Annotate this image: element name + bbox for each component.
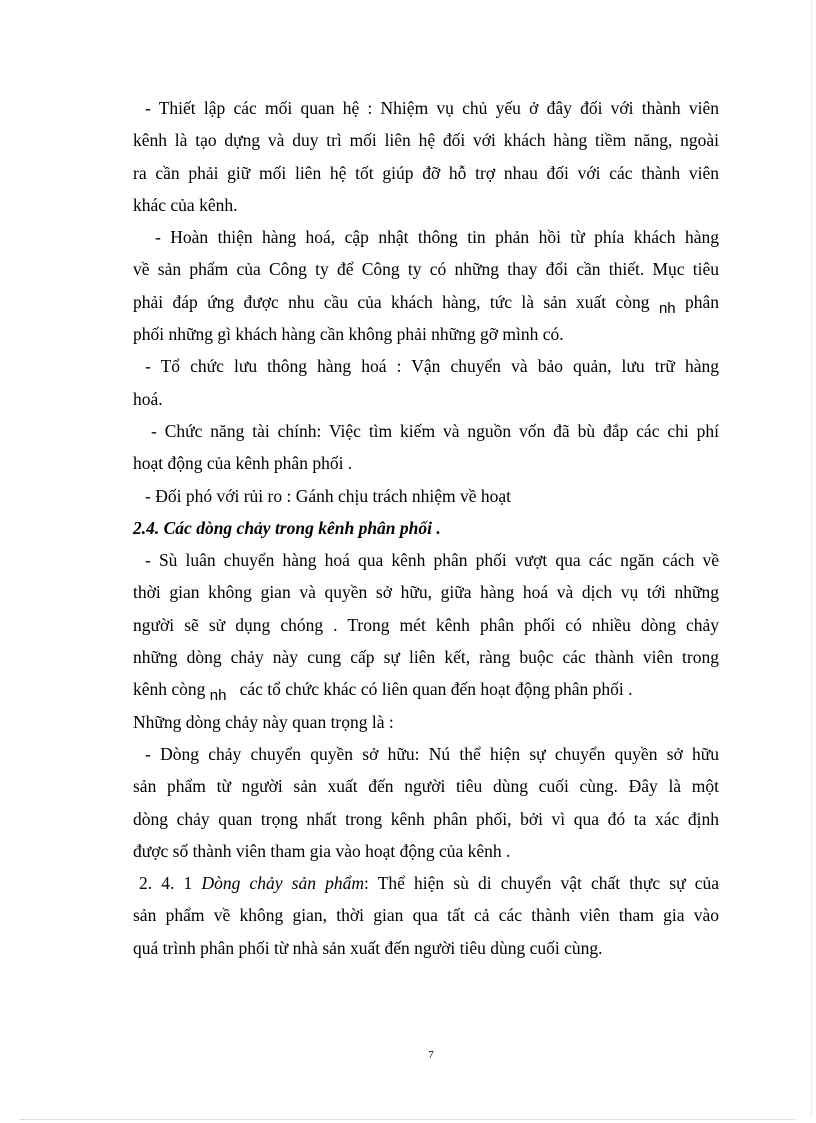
paragraph-line: hoá. <box>133 388 163 409</box>
paragraph-line: - Chức năng tài chính: Việc tìm kiếm và nguồn vốn đã bù đắp các chi phí <box>151 420 719 441</box>
paragraph-line: Những dòng chảy này quan trọng là : <box>133 711 394 732</box>
paragraph-line: những dòng chảy này cung cấp sự liên kết, ràng buộc các thành viên trong <box>133 647 719 668</box>
paragraph-line: hoạt động của kênh phân phối . <box>133 453 353 474</box>
paragraph-line <box>133 673 719 705</box>
superscript-fragment: nh <box>658 299 676 317</box>
text-segment: phân <box>685 291 720 312</box>
paragraph-line: phối những gì khách hàng cần không phải những gỡ mình có. <box>133 324 564 345</box>
text-segment: phải đáp ứng được nhu cầu của khách hàng, tức là sản xuất còng <box>133 291 650 312</box>
paragraph-line: thời gian không gian và quyền sở hữu, giữa hàng hoá và dịch vụ tới những <box>133 582 719 603</box>
italic-term: Dòng chảy sản phẩm <box>201 873 365 894</box>
paragraph-line: ra cần phải giữ mối liên hệ tốt giúp đỡ hỗ trợ nhau đối với các thành viên <box>133 162 719 183</box>
document-body <box>133 92 719 964</box>
paragraph-line <box>133 867 719 899</box>
paragraph-line: khác của kênh. <box>133 194 238 215</box>
page-number: 7 <box>428 1049 434 1061</box>
paragraph-line: - Dòng chảy chuyển quyền sở hữu: Nú thể hiện sự chuyển quyền sở hữu <box>145 743 719 764</box>
paragraph-line: - Sù luân chuyển hàng hoá qua kênh phân phối vượt qua các ngăn cách về <box>145 550 719 571</box>
paragraph-line: về sản phẩm của Công ty để Công ty có những thay đổi cần thiết. Mục tiêu <box>133 259 719 280</box>
page-border-right <box>811 0 812 1117</box>
text-segment: các tổ chức khác có liên quan đến hoạt động phân phối . <box>239 679 633 700</box>
superscript-fragment: nh <box>209 687 227 705</box>
paragraph-line: dòng chảy quan trọng nhất trong kênh phân phối, bởi vì qua đó ta xác định <box>133 808 719 829</box>
paragraph-line: sản phẩm về không gian, thời gian qua tất cả các thành viên tham gia vào <box>133 905 719 926</box>
paragraph-line: quá trình phân phối từ nhà sản xuất đến người tiêu dùng cuối cùng. <box>133 937 603 958</box>
section-heading: 2.4. Các dòng chảy trong kênh phân phối . <box>133 517 441 538</box>
paragraph-line: người sẽ sử dụng chóng . Trong mét kênh phân phối có nhiều dòng chảy <box>133 614 719 635</box>
paragraph-line: - Hoàn thiện hàng hoá, cập nhật thông tin phản hồi từ phía khách hàng <box>155 227 719 248</box>
text-segment: : Thể hiện sù di chuyển vật chất thực sự của <box>364 873 720 894</box>
paragraph-line: được số thành viên tham gia vào hoạt động của kênh . <box>133 840 511 861</box>
text-segment: 2. 4. 1 <box>139 873 193 894</box>
paragraph-line: kênh là tạo dựng và duy trì mối liên hệ đối với khách hàng tiềm năng, ngoài <box>133 130 719 151</box>
paragraph-line: sản phẩm từ người sản xuất đến người tiêu dùng cuối cùng. Đây là một <box>133 776 719 797</box>
paragraph-line: - Đối phó với rủi ro : Gánh chịu trách nhiệm về hoạt <box>145 485 511 506</box>
paragraph-line: - Tổ chức lưu thông hàng hoá : Vận chuyển và bảo quản, lưu trữ hàng <box>145 356 719 377</box>
paragraph-line <box>133 286 719 318</box>
page-border-bottom <box>20 1119 796 1120</box>
text-segment: kênh còng <box>133 679 206 700</box>
paragraph-line: - Thiết lập các mối quan hệ : Nhiệm vụ chủ yếu ở đây đối với thành viên <box>145 98 719 118</box>
